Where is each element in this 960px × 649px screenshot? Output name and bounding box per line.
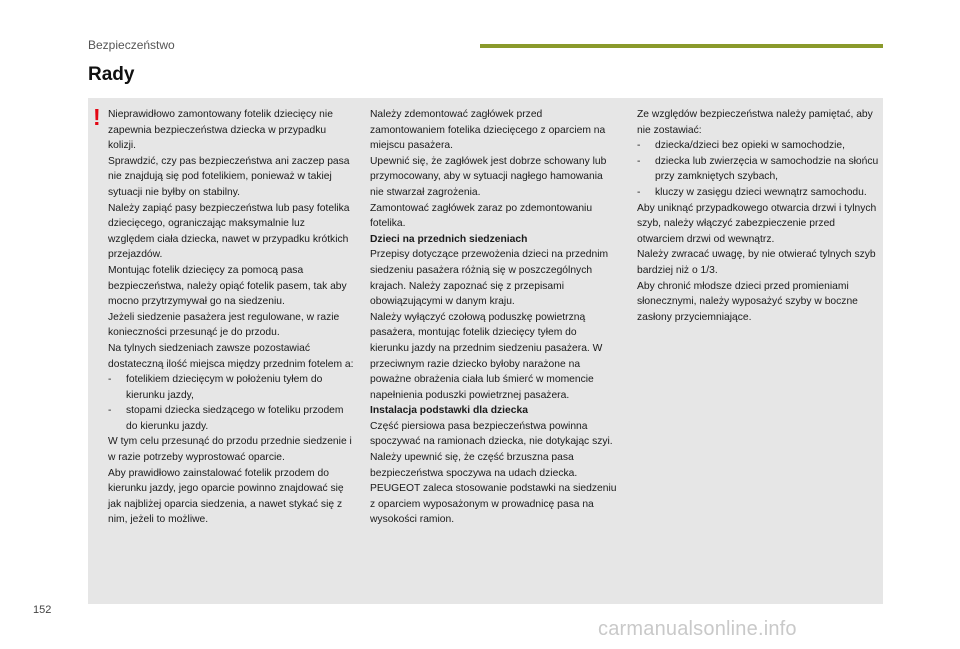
- paragraph: Jeżeli siedzenie pasażera jest regulowane, w razie konieczności przesunąć je do przodu.: [108, 311, 340, 339]
- watermark: carmanualsonline.info: [598, 618, 797, 640]
- paragraph: Część piersiowa pasa bezpieczeństwa powinna spoczywać na ramionach dziecka, nie dotykając szyi.: [370, 420, 613, 448]
- paragraph: W tym celu przesunąć do przodu przednie siedzenie i w razie potrzeby wyprostować oparcie.: [108, 436, 352, 464]
- paragraph: PEUGEOT zaleca stosowanie podstawki na siedzeniu z oparciem wyposażonym w prowadnicę pasa na wysokości ramion.: [370, 483, 617, 526]
- paragraph: Zamontować zagłówek zaraz po zdemontowaniu fotelika.: [370, 202, 593, 230]
- paragraph: Sprawdzić, czy pas bezpieczeństwa ani zaczep pasa nie znajdują się pod fotelikiem, ponieważ w takiej sytuacji nie byłby on stabilny.: [108, 155, 350, 198]
- page-title: Rady: [88, 64, 135, 85]
- column-1: [108, 107, 354, 528]
- paragraph: Montując fotelik dziecięcy za pomocą pasa bezpieczeństwa, należy opiąć fotelik pasem, tak aby mocno przytrzymywał go na siedzeniu.: [108, 264, 347, 308]
- subheading-booster-seat: Instalacja podstawki dla dziecka: [370, 405, 528, 417]
- list-item: - dziecka/dzieci bez opieki w samochodzie,: [637, 138, 883, 154]
- paragraph: Upewnić się, że zagłówek jest dobrze schowany lub przymocowany, aby w sytuacji nagłego hamowania nie stwarzał zagrożenia.: [370, 155, 607, 198]
- bullet-list: [108, 372, 354, 434]
- list-item: - stopami dziecka siedzącego w foteliku przodem do kierunku jazdy.: [108, 403, 354, 434]
- paragraph: Przepisy dotyczące przewożenia dzieci na przednim siedzeniu pasażera różnią się w poszczególnych krajach. Należy zapoznać się z przepisami obowiązującymi w danym kraju.: [370, 249, 609, 308]
- bullet-list: [637, 138, 883, 200]
- paragraph: Aby chronić młodsze dzieci przed promieniami słonecznymi, należy wyposażyć szyby w boczne zasłony przyciemniające.: [637, 280, 858, 323]
- paragraph: Należy wyłączyć czołową poduszkę powietrzną pasażera, montując fotelik dziecięcy tyłem do kierunku jazdy na przednim siedzeniu pasażera. W przeciwnym razie dziecko byłoby narażone na poważne obrażenia ciała lub śmierć w momencie napełnienia poduszki powietrznej pasażera.: [370, 311, 603, 401]
- section-label: Bezpieczeństwo: [88, 38, 175, 52]
- column-2: [370, 107, 618, 528]
- paragraph: Aby uniknąć przypadkowego otwarcia drzwi i tylnych szyb, należy włączyć zabezpieczenie przed otwarciem drzwi od wewnątrz.: [637, 202, 877, 245]
- list-item: - dziecka lub zwierzęcia w samochodzie na słońcu przy zamkniętych szybach,: [637, 154, 883, 185]
- subheading-front-seats: Dzieci na przednich siedzeniach: [370, 233, 528, 245]
- paragraph: Ze względów bezpieczeństwa należy pamiętać, aby nie zostawiać:: [637, 109, 873, 136]
- page-number: 152: [33, 604, 52, 616]
- warning-exclamation-icon: !: [93, 104, 101, 130]
- header-accent-bar: [480, 44, 883, 48]
- paragraph: Należy zwracać uwagę, by nie otwierać tylnych szyb bardziej niż o 1/3.: [637, 249, 876, 276]
- list-item: - fotelikiem dziecięcym w położeniu tyłem do kierunku jazdy,: [108, 372, 354, 403]
- paragraph: Należy zdemontować zagłówek przed zamontowaniem fotelika dziecięcego z oparciem na miejscu pasażera.: [370, 109, 606, 152]
- paragraph: Należy upewnić się, że część brzuszna pasa bezpieczeństwa spoczywa na udach dziecka.: [370, 452, 578, 479]
- paragraph: Należy zapiąć pasy bezpieczeństwa lub pasy fotelika dziecięcego, ograniczając maksymalnie luz względem ciała dziecka, nawet w przypadku krótkich przejazdów.: [108, 202, 350, 261]
- paragraph: Na tylnych siedzeniach zawsze pozostawiać dostateczną ilość miejsca między przednim fotelem a:: [108, 342, 354, 370]
- list-item: - kluczy w zasięgu dzieci wewnątrz samochodu.: [637, 185, 883, 201]
- paragraph: Nieprawidłowo zamontowany fotelik dziecięcy nie zapewnia bezpieczeństwa dziecka w przypadku kolizji.: [108, 109, 333, 152]
- paragraph: Aby prawidłowo zainstalować fotelik przodem do kierunku jazdy, jego oparcie powinno znajdować się jak najbliżej oparcia siedzenia, a nawet stykać się z nim, jeżeli to możliwe.: [108, 467, 344, 526]
- column-3: [637, 107, 883, 325]
